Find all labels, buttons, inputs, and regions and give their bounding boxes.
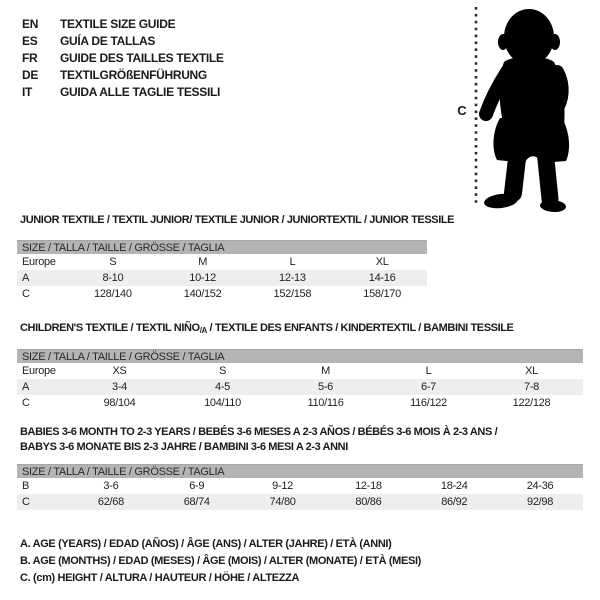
footnote-height: C. (cm) HEIGHT / ALTURA / HAUTEUR / HÖHE / ALTEZZA [20, 572, 300, 584]
size-cell: XL [375, 256, 389, 268]
legend-footnotes [20, 536, 421, 587]
size-cell: S [109, 256, 117, 268]
size-cell: XS [112, 365, 127, 377]
language-title-list [22, 15, 224, 100]
table-row-height [17, 494, 583, 510]
height-cell: 98/104 [103, 397, 136, 409]
size-header-band [17, 464, 583, 478]
height-cell: 86/92 [441, 496, 468, 508]
age-cell: 4-5 [215, 381, 230, 393]
table-row-age-months [17, 478, 583, 494]
age-cell: 9-12 [272, 480, 293, 492]
guide-title: GUIDE DES TAILLES TEXTILE [60, 50, 224, 65]
footnote-age-months: B. AGE (MONTHS) / EDAD (MESES) / ÂGE (MOIS) / ALTER (MONATE) / ETÀ (MESI) [20, 555, 421, 567]
junior-size-table [17, 214, 455, 302]
height-cell: 152/158 [273, 288, 312, 300]
age-cell: 3-4 [112, 381, 127, 393]
language-row-es [22, 32, 224, 49]
language-row-de [22, 66, 224, 83]
size-header-band [17, 240, 427, 254]
height-cell: 68/74 [183, 496, 210, 508]
babies-table-title-line1: BABIES 3-6 MONTH TO 2-3 YEARS / BEBÉS 3-6 MESES A 2-3 AÑOS / BÉBÉS 3-6 MOIS À 2-3 ANS / [20, 426, 498, 438]
size-header-label: SIZE / TALLA / TAILLE / GRÖSSE / TAGLIA [22, 241, 225, 254]
height-cell: 158/170 [363, 288, 401, 300]
row-label: B [22, 480, 30, 492]
size-header-band [17, 349, 583, 363]
language-code: FR [22, 50, 38, 65]
babies-size-table [17, 425, 583, 510]
height-cell: 110/116 [307, 397, 344, 409]
figure-height-label: C [457, 103, 467, 118]
language-row-en [22, 15, 224, 32]
baby-silhouette-icon [483, 9, 569, 213]
table-row-europe [17, 254, 427, 270]
age-cell: 18-24 [440, 480, 468, 492]
size-cell: M [321, 365, 330, 377]
size-cell: L [289, 256, 296, 268]
table-row-age [17, 270, 427, 286]
language-row-it [22, 83, 224, 100]
row-label: C [22, 496, 30, 508]
size-header-label: SIZE / TALLA / TAILLE / GRÖSSE / TAGLIA [22, 350, 225, 363]
age-cell: 12-13 [279, 272, 306, 284]
title-part: / TEXTILE DES ENFANTS / KINDERTEXTIL / BAMBINI TESSILE [206, 322, 514, 334]
baby-silhouette-figure [440, 0, 600, 215]
table-row-europe [17, 363, 583, 379]
size-cell: M [198, 256, 208, 268]
height-cell: 128/140 [94, 288, 132, 300]
title-part: CHILDREN'S TEXTILE / TEXTIL NIÑO [20, 322, 200, 334]
table-row-age [17, 379, 583, 395]
height-cell: 92/98 [527, 496, 554, 508]
table-row-height [17, 286, 427, 302]
row-label: A [22, 381, 30, 393]
guide-title: TEXTILGRÖßENFÜHRUNG [60, 67, 207, 82]
age-cell: 6-7 [421, 381, 436, 393]
size-cell: XL [525, 365, 538, 377]
height-cell: 104/110 [204, 397, 241, 409]
babies-table-title-line2: BABYS 3-6 MONATE BIS 2-3 JAHRE / BAMBINI 3-6 MESI A 2-3 ANNI [20, 441, 348, 453]
age-cell: 7-8 [524, 381, 539, 393]
row-label: A [22, 272, 30, 284]
height-cell: 140/152 [183, 288, 222, 300]
language-row-fr [22, 49, 224, 66]
guide-title: GUIDA ALLE TAGLIE TESSILI [60, 84, 221, 99]
junior-table-title: JUNIOR TEXTILE / TEXTIL JUNIOR/ TEXTILE JUNIOR / JUNIORTEXTIL / JUNIOR TESSILE [20, 214, 455, 226]
size-header-label: SIZE / TALLA / TAILLE / GRÖSSE / TAGLIA [22, 465, 225, 478]
row-label: C [22, 288, 30, 300]
language-code: DE [22, 67, 39, 82]
age-cell: 8-10 [102, 272, 124, 284]
age-cell: 14-16 [368, 272, 396, 284]
language-code: IT [22, 84, 33, 99]
height-cell: 122/128 [512, 397, 551, 409]
footnote-age-years: A. AGE (YEARS) / EDAD (AÑOS) / ÂGE (ANS) / ALTER (JAHRE) / ETÀ (ANNI) [20, 538, 392, 550]
age-cell: 6-9 [189, 480, 205, 492]
height-cell: 62/68 [97, 496, 124, 508]
height-cell: 116/122 [410, 397, 447, 409]
row-label: Europe [22, 256, 56, 268]
title-subscript: /A [199, 326, 207, 335]
age-cell: 3-6 [103, 480, 119, 492]
language-code: EN [22, 16, 39, 31]
height-cell: 80/86 [355, 496, 382, 508]
height-cell: 74/80 [269, 496, 296, 508]
row-label: C [22, 397, 30, 409]
language-code: ES [22, 33, 38, 48]
table-row-height [17, 395, 583, 411]
children-size-table [17, 322, 583, 411]
age-cell: 12-18 [355, 480, 382, 492]
age-cell: 5-6 [318, 381, 333, 393]
row-label: Europe [22, 365, 56, 377]
size-cell: L [425, 365, 432, 377]
guide-title: TEXTILE SIZE GUIDE [60, 16, 176, 31]
age-cell: 10-12 [189, 272, 216, 284]
age-cell: 24-36 [526, 480, 554, 492]
children-table-title [20, 322, 583, 337]
guide-title: GUÍA DE TALLAS [60, 33, 156, 48]
size-cell: S [218, 365, 227, 377]
